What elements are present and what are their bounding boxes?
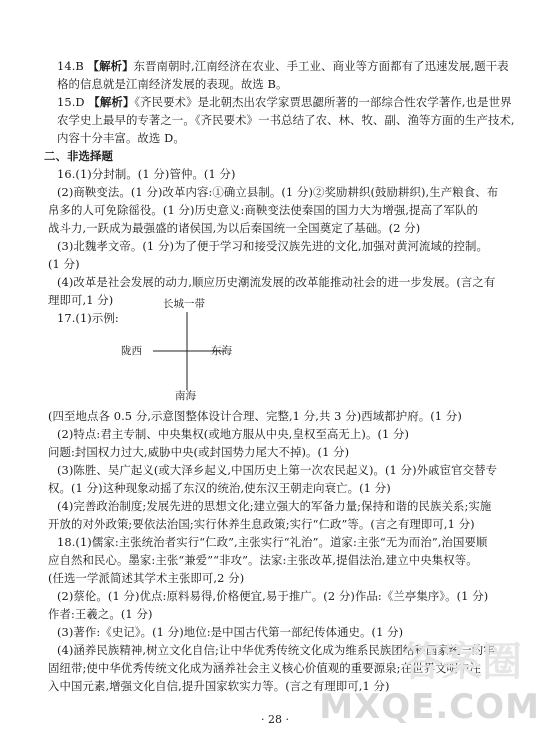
text-line [48, 221, 420, 235]
text-line [57, 625, 403, 639]
watermark-logo-cn: 答案圈 [402, 639, 522, 685]
line-text: 问题:封国权力过大,威胁中央(或封国势力尾大不掉)。(1 分) [48, 445, 350, 459]
analysis-tag: 【解析】 [87, 59, 134, 73]
line-text: 15.D [57, 95, 89, 109]
line-text: 固纽带;使中华优秀传统文化成为涵养社会主义核心价值观的重要源泉;在世界文明中注 [48, 661, 482, 675]
text-line [57, 239, 488, 253]
line-text: (4)涵养民族精神,树立文化自信;让中华优秀传统文化成为维系民族团结和国家统一的牢 [57, 643, 495, 657]
territory-diagram [121, 298, 275, 402]
analysis-tag: 【解析】 [88, 95, 135, 109]
line-text-rest: 《齐民要术》是北朝杰出农学家贾思勰所著的一部综合性农学著作,也是世界 [134, 95, 512, 109]
line-text: 格的信息就是江南经济发展的表现。故选 B。 [57, 77, 288, 91]
line-text: (2)商鞅变法。(1 分)改革内容:①确立县制。(1 分)②奖励耕织(鼓励耕织),生产粮食、布 [57, 185, 499, 199]
line-text: 内容十分丰富。故选 D。 [57, 131, 185, 145]
line-text: (3)著作:《史记》。(1 分)地位:是中国古代第一部纪传体通史。(1 分) [57, 625, 404, 639]
text-line [57, 427, 409, 441]
diagram-east-label: 东海 [211, 345, 232, 357]
text-line [57, 131, 185, 145]
line-text: 理即可,1 分) [48, 293, 114, 307]
line-text: (2)蔡伦。(1 分)优点:原料易得,价格便宜,易于推广。(2 分)作品:《兰亭集序》。(1 分) [57, 589, 489, 603]
text-line [48, 517, 475, 531]
line-text: (4)改革是社会发展的动力,顺应历史潮流发展的改革能推动社会的进一步发展。(言之有 [57, 275, 496, 289]
line-text: 17.(1)示例: [57, 311, 119, 325]
page-number: · 28 · [261, 713, 289, 726]
line-text: (3)北魏孝文帝。(1 分)为了便于学习和接受汉族先进的文化,加强对黄河流域的控制。 [57, 239, 488, 253]
text-line [48, 571, 244, 585]
line-text: (1 分) [48, 257, 80, 271]
compass-cross-icon [145, 302, 275, 402]
line-text: 战斗力,一跃成为最强盛的诸侯国,为以后秦国统一全国奠定了基础。(2 分) [48, 221, 421, 235]
text-line [57, 167, 236, 181]
text-line [57, 77, 288, 91]
text-line [44, 149, 113, 163]
text-line [57, 463, 497, 477]
line-text: (3)陈胜、吴广起义(或大泽乡起义,中国历史上第一次农民起义)。(1 分)外戚宦官交替专 [57, 463, 498, 477]
diagram-south-label: 南海 [175, 390, 196, 402]
line-text: 应自然和民心。墨家:主张“兼爱”“非攻”。法家:主张改革,提倡法治,建立中央集权等。 [48, 553, 478, 567]
text-line [57, 275, 495, 289]
line-text: (四至地点各 0.5 分,示意图整体设计合理、完整,1 分,共 3 分)西域都护府。(1 分) [48, 409, 462, 423]
text-line [48, 203, 478, 217]
line-text: 入中国元素,增强文化自信,提升国家软实力等。(言之有理即可,1 分) [48, 679, 390, 693]
text-line [48, 257, 80, 271]
diagram-north-label: 长城一带 [163, 298, 205, 310]
text-line [57, 185, 498, 199]
text-line [48, 481, 391, 495]
line-text: (任选一学派简述其学术主张即可,2 分) [48, 571, 245, 585]
text-line [48, 607, 153, 621]
line-text: (4)完善政治制度;发展先进的思想文化;建立强大的军备力量;保持和谐的民族关系;实施 [57, 499, 492, 513]
line-text: 农学史上最早的专著之一。《齐民要术》一书总结了农、林、牧、副、渔等方面的生产技术, [57, 113, 515, 127]
text-line [57, 499, 491, 513]
text-line [57, 589, 488, 603]
line-text: 作者:王羲之。(1 分) [48, 607, 153, 621]
line-text: 16.(1)分封制。(1 分)管仲。(1 分) [57, 167, 236, 181]
text-line [57, 59, 509, 73]
text-line [57, 113, 515, 127]
line-text: (2)特点:君主专制、中央集权(或地方服从中央,皇权至高无上)。(1 分) [57, 427, 410, 441]
text-line [57, 311, 119, 325]
text-line [57, 535, 487, 549]
line-text: 18.(1)儒家:主张统治者实行“仁政”,主张实行“礼治”。道家:主张“无为而治”,治国要顺 [57, 535, 488, 549]
text-line [48, 293, 113, 307]
text-line [48, 445, 349, 459]
line-text: 开放的对外政策;要依法治国;实行休养生息政策;实行“仁政”等。(言之有理即可,1 分) [48, 517, 475, 531]
text-line [48, 409, 462, 423]
line-text-rest: 东晋南朝时,江南经济在农业、手工业、商业等方面都有了迅速发展,题干表 [133, 59, 509, 73]
text-line [48, 553, 478, 567]
section-heading: 二、非选择题 [44, 149, 113, 163]
line-text: 帛多的人可免除徭役。(1 分)历史意义:商鞅变法使秦国的国力大为增强,提高了军队的 [48, 203, 478, 217]
line-text: 权。(1 分)这种现象动摇了东汉的统治,使东汉王朝走向衰亡。(1 分) [48, 481, 391, 495]
line-text: 14.B [57, 59, 88, 73]
diagram-west-label: 陇西 [121, 345, 142, 357]
watermark-logo: MXQE.COM [319, 687, 540, 727]
text-line [57, 95, 512, 109]
